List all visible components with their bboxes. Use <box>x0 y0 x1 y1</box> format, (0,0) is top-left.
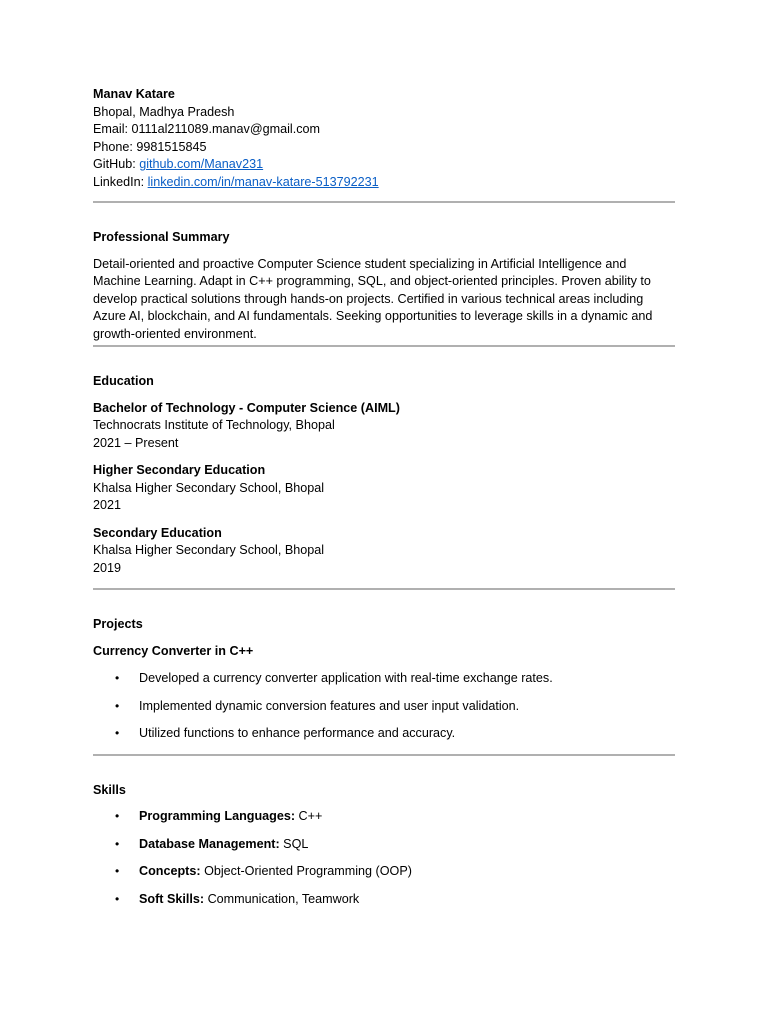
skill-value: Object-Oriented Programming (OOP) <box>200 864 412 878</box>
bullet-icon: • <box>115 891 120 906</box>
education-entry <box>93 462 675 515</box>
project-bullet-list <box>93 670 675 743</box>
bullet-icon: • <box>115 698 120 713</box>
education-degree: Higher Secondary Education <box>93 463 266 477</box>
education-school: Khalsa Higher Secondary School, Bhopal <box>93 543 325 557</box>
summary-title: Professional Summary <box>93 230 230 244</box>
education-years: 2021 – Present <box>93 435 179 450</box>
linkedin-row <box>93 174 675 192</box>
bullet-icon: • <box>115 809 120 823</box>
project-bullet-text: Developed a currency converter application with real-time exchange rates. <box>139 671 553 685</box>
skill-value: C++ <box>295 809 323 823</box>
education-title: Education <box>93 374 154 388</box>
summary-text: Detail-oriented and proactive Computer Science student specializing in Artificial Intelligence and Machine Learning. Adapt in C++ programming, SQL, and object-oriented principles. Proven ability to develop practical solutions through hands-on projects. Certified in various technical areas including Azure AI, blockchain, and AI fundamentals. Seeking opportunities to leverage skills in a dynamic and growth-oriented environment. <box>93 256 653 341</box>
project-name: Currency Converter in C++ <box>93 643 254 658</box>
list-item <box>93 836 675 854</box>
section-divider <box>93 345 675 347</box>
list-item <box>93 698 675 716</box>
linkedin-link[interactable]: linkedin.com/in/manav-katare-513792231 <box>147 174 379 189</box>
list-item <box>93 891 675 909</box>
skills-title: Skills <box>93 782 126 797</box>
education-entry <box>93 400 675 453</box>
summary-section <box>93 229 675 343</box>
project-bullet-text: Implemented dynamic conversion features and user input validation. <box>139 698 520 713</box>
skill-label: Soft Skills: <box>139 891 205 906</box>
education-school: Technocrats Institute of Technology, Bhopal <box>93 418 335 432</box>
github-label: GitHub: <box>93 157 140 171</box>
candidate-email: Email: 0111al211089.manav@gmail.com <box>93 122 320 136</box>
section-divider <box>93 754 675 756</box>
section-divider <box>93 588 675 590</box>
bullet-icon: • <box>115 864 120 878</box>
bullet-icon: • <box>115 726 120 740</box>
education-years: 2019 <box>93 560 122 575</box>
projects-title: Projects <box>93 617 143 631</box>
education-degree: Bachelor of Technology - Computer Science (AIML) <box>93 400 400 415</box>
project-bullet-text: Utilized functions to enhance performance and accuracy. <box>139 726 456 740</box>
candidate-name: Manav Katare <box>93 87 175 101</box>
candidate-location: Bhopal, Madhya Pradesh <box>93 104 235 119</box>
education-entry <box>93 525 675 578</box>
list-item <box>93 808 675 826</box>
skill-value: Communication, Teamwork <box>204 891 360 906</box>
skills-section <box>93 782 675 909</box>
bullet-icon: • <box>115 671 120 685</box>
education-section <box>93 373 675 577</box>
resume-document <box>93 86 675 918</box>
list-item <box>93 670 675 688</box>
github-row <box>93 156 675 174</box>
contact-block <box>93 86 675 191</box>
skill-label: Programming Languages: <box>139 809 296 823</box>
candidate-phone: Phone: 9981515845 <box>93 139 207 154</box>
bullet-icon: • <box>115 836 120 851</box>
skill-value: SQL <box>279 836 309 851</box>
list-item <box>93 863 675 881</box>
education-years: 2021 <box>93 498 122 512</box>
linkedin-label: LinkedIn: <box>93 174 148 189</box>
projects-section <box>93 616 675 743</box>
skills-bullet-list <box>93 808 675 908</box>
skill-label: Concepts: <box>139 864 201 878</box>
list-item <box>93 725 675 743</box>
education-degree: Secondary Education <box>93 525 222 540</box>
skill-label: Database Management: <box>139 836 280 851</box>
github-link[interactable]: github.com/Manav231 <box>139 157 264 171</box>
section-divider <box>93 201 675 203</box>
education-school: Khalsa Higher Secondary School, Bhopal <box>93 480 325 495</box>
